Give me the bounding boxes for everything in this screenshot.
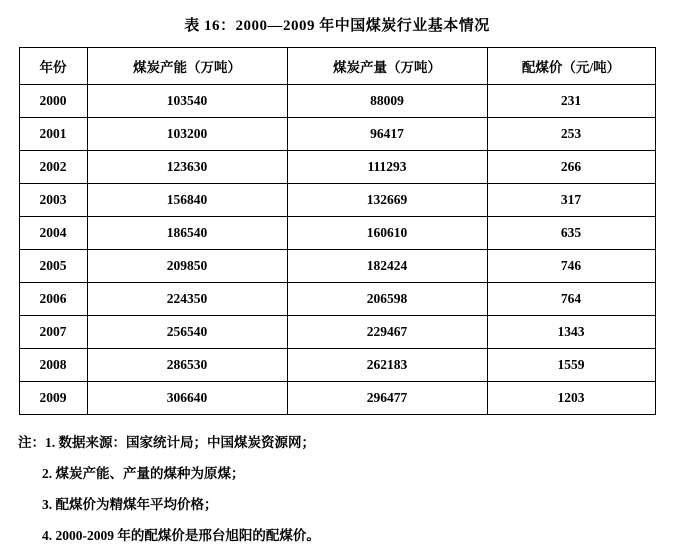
cell-year: 2001 xyxy=(19,118,87,151)
cell-output: 111293 xyxy=(287,151,487,184)
cell-price: 266 xyxy=(487,151,655,184)
cell-capacity: 209850 xyxy=(87,250,287,283)
cell-output: 96417 xyxy=(287,118,487,151)
cell-capacity: 186540 xyxy=(87,217,287,250)
cell-year: 2007 xyxy=(19,316,87,349)
cell-year: 2004 xyxy=(19,217,87,250)
cell-output: 160610 xyxy=(287,217,487,250)
table-row xyxy=(19,250,655,283)
cell-price: 1343 xyxy=(487,316,655,349)
cell-output: 262183 xyxy=(287,349,487,382)
table-row xyxy=(19,184,655,217)
cell-output: 296477 xyxy=(287,382,487,415)
table-header-row xyxy=(19,48,655,85)
cell-price: 1559 xyxy=(487,349,655,382)
table-row xyxy=(19,316,655,349)
note-line-3: 3. 配煤价为精煤年平均价格； xyxy=(42,496,218,512)
column-header-output: 煤炭产量（万吨） xyxy=(287,48,487,85)
cell-capacity: 256540 xyxy=(87,316,287,349)
column-header-price: 配煤价（元/吨） xyxy=(487,48,655,85)
cell-price: 635 xyxy=(487,217,655,250)
cell-year: 2000 xyxy=(19,85,87,118)
coal-industry-table xyxy=(19,47,656,415)
note-line-2: 2. 煤炭产能、产量的煤种为原煤； xyxy=(42,465,245,481)
cell-capacity: 103540 xyxy=(87,85,287,118)
cell-price: 746 xyxy=(487,250,655,283)
cell-year: 2003 xyxy=(19,184,87,217)
cell-price: 1203 xyxy=(487,382,655,415)
cell-capacity: 286530 xyxy=(87,349,287,382)
cell-year: 2006 xyxy=(19,283,87,316)
cell-capacity: 306640 xyxy=(87,382,287,415)
cell-capacity: 123630 xyxy=(87,151,287,184)
table-row xyxy=(19,217,655,250)
cell-capacity: 103200 xyxy=(87,118,287,151)
table-row xyxy=(19,283,655,316)
note-line-1: 注：1. 数据来源：国家统计局；中国煤炭资源网； xyxy=(18,435,315,450)
cell-year: 2008 xyxy=(19,349,87,382)
cell-output: 88009 xyxy=(287,85,487,118)
table-row xyxy=(19,349,655,382)
cell-price: 764 xyxy=(487,283,655,316)
cell-price: 317 xyxy=(487,184,655,217)
note-line-4: 4. 2000-2009 年的配煤价是邢台旭阳的配煤价。 xyxy=(42,527,320,543)
cell-output: 132669 xyxy=(287,184,487,217)
cell-year: 2002 xyxy=(19,151,87,184)
cell-output: 182424 xyxy=(287,250,487,283)
cell-output: 206598 xyxy=(287,283,487,316)
table-caption: 表 16：2000—2009 年中国煤炭行业基本情况 xyxy=(184,18,490,34)
column-header-capacity: 煤炭产能（万吨） xyxy=(87,48,287,85)
cell-year: 2009 xyxy=(19,382,87,415)
table-notes xyxy=(0,415,674,545)
table-row xyxy=(19,118,655,151)
table-row xyxy=(19,85,655,118)
cell-year: 2005 xyxy=(19,250,87,283)
table-row xyxy=(19,151,655,184)
cell-capacity: 224350 xyxy=(87,283,287,316)
table-row xyxy=(19,382,655,415)
cell-output: 229467 xyxy=(287,316,487,349)
cell-price: 231 xyxy=(487,85,655,118)
cell-price: 253 xyxy=(487,118,655,151)
column-header-year: 年份 xyxy=(19,48,87,85)
cell-capacity: 156840 xyxy=(87,184,287,217)
